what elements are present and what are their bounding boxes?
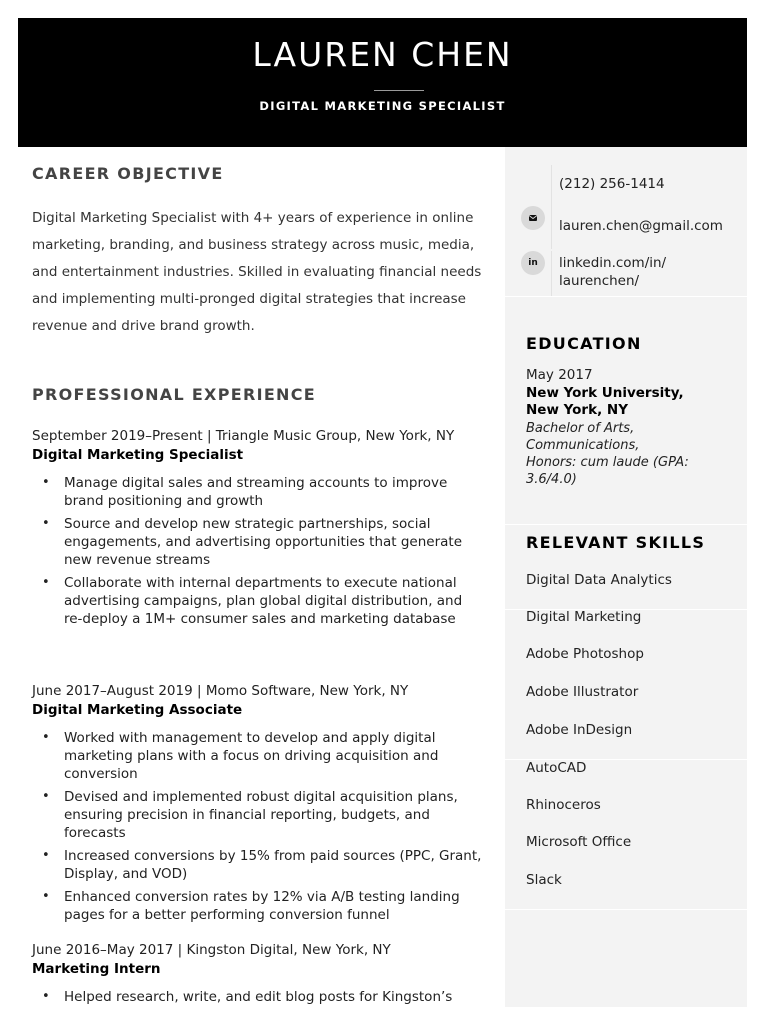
job-meta: June 2017–August 2019 | Momo Software, New York, NY bbox=[32, 683, 409, 699]
job-entry bbox=[32, 682, 482, 929]
education-date: May 2017 bbox=[526, 367, 593, 383]
job-bullet: • Collaborate with internal departments to execute national advertising campaigns, plan global digital distribution, and re-deploy a 1M+ consumer sales and marketing database bbox=[64, 574, 482, 628]
job-bullet: • Helped research, write, and edit blog posts for Kingston’s bbox=[64, 988, 482, 1006]
job-bullets bbox=[32, 729, 482, 924]
job-meta: June 2016–May 2017 | Kingston Digital, New York, NY bbox=[32, 942, 391, 958]
linkedin-link[interactable] bbox=[559, 254, 666, 290]
skill-item: Digital Data Analytics bbox=[526, 572, 672, 588]
school-location: New York, NY bbox=[526, 402, 628, 418]
linkedin-line: linkedin.com/in/ bbox=[559, 255, 667, 271]
sidebar-divider bbox=[505, 909, 747, 910]
education-heading: EDUCATION bbox=[526, 334, 642, 353]
degree-line: Communications, bbox=[526, 437, 640, 453]
contact-block bbox=[521, 165, 747, 300]
skill-item: Slack bbox=[526, 872, 562, 888]
job-bullet: • Manage digital sales and streaming accounts to improve brand positioning and growth bbox=[64, 474, 482, 510]
skill-item: Rhinoceros bbox=[526, 797, 601, 813]
phone-number: (212) 256-1414 bbox=[559, 176, 665, 192]
skills-heading: RELEVANT SKILLS bbox=[526, 533, 706, 552]
degree-line: Honors: cum laude (GPA: bbox=[526, 454, 689, 470]
email-link[interactable]: lauren.chen@gmail.com bbox=[559, 218, 723, 234]
objective-heading: CAREER OBJECTIVE bbox=[32, 164, 224, 183]
skill-item: Microsoft Office bbox=[526, 834, 632, 850]
candidate-role: DIGITAL MARKETING SPECIALIST bbox=[259, 99, 506, 113]
contact-rule bbox=[551, 165, 552, 205]
header-divider bbox=[374, 90, 424, 91]
contact-rule bbox=[551, 251, 552, 296]
job-entry bbox=[32, 427, 482, 633]
job-entry bbox=[32, 941, 482, 1011]
job-bullet: • Enhanced conversion rates by 12% via A/B testing landing pages for a better performing conversion funnel bbox=[64, 888, 482, 924]
linkedin-icon: in bbox=[521, 251, 545, 275]
job-bullet: • Increased conversions by 15% from paid sources (PPC, Grant, Display, and VOD) bbox=[64, 847, 482, 883]
envelope-icon bbox=[521, 206, 545, 230]
education-entry bbox=[526, 367, 736, 488]
resume-header bbox=[18, 18, 747, 147]
skill-item: Adobe Photoshop bbox=[526, 646, 644, 662]
job-bullets bbox=[32, 474, 482, 628]
sidebar-divider bbox=[505, 524, 747, 525]
school-name: New York University, bbox=[526, 384, 684, 401]
degree-line: 3.6/4.0) bbox=[526, 471, 577, 487]
job-title: Digital Marketing Specialist bbox=[32, 447, 244, 463]
contact-rule bbox=[551, 205, 552, 249]
job-meta: September 2019–Present | Triangle Music Group, New York, NY bbox=[32, 428, 455, 444]
job-title: Marketing Intern bbox=[32, 961, 161, 977]
candidate-name: LAUREN CHEN bbox=[252, 35, 513, 74]
skill-item: AutoCAD bbox=[526, 760, 587, 776]
skill-item: Digital Marketing bbox=[526, 609, 642, 625]
degree-line: Bachelor of Arts, bbox=[526, 420, 635, 436]
linkedin-line: laurenchen/ bbox=[559, 273, 640, 289]
experience-heading: PROFESSIONAL EXPERIENCE bbox=[32, 385, 317, 404]
skill-item: Adobe Illustrator bbox=[526, 684, 639, 700]
skill-item: Adobe InDesign bbox=[526, 722, 633, 738]
objective-text: Digital Marketing Specialist with 4+ years of experience in online marketing, branding, and business strategy across music, media, and entertainment industries. Skilled in evaluating financial needs and implementing multi-pronged digital strategies that increase revenue and drive brand growth. bbox=[32, 210, 482, 334]
job-bullet: • Source and develop new strategic partnerships, social engagements, and advertising opportunities that generate new revenue streams bbox=[64, 515, 482, 569]
job-bullets bbox=[32, 988, 482, 1006]
job-bullet: • Devised and implemented robust digital acquisition plans, ensuring precision in financial reporting, budgets, and forecasts bbox=[64, 788, 482, 842]
job-bullet: • Worked with management to develop and apply digital marketing plans with a focus on driving acquisition and conversion bbox=[64, 729, 482, 783]
job-title: Digital Marketing Associate bbox=[32, 702, 243, 718]
